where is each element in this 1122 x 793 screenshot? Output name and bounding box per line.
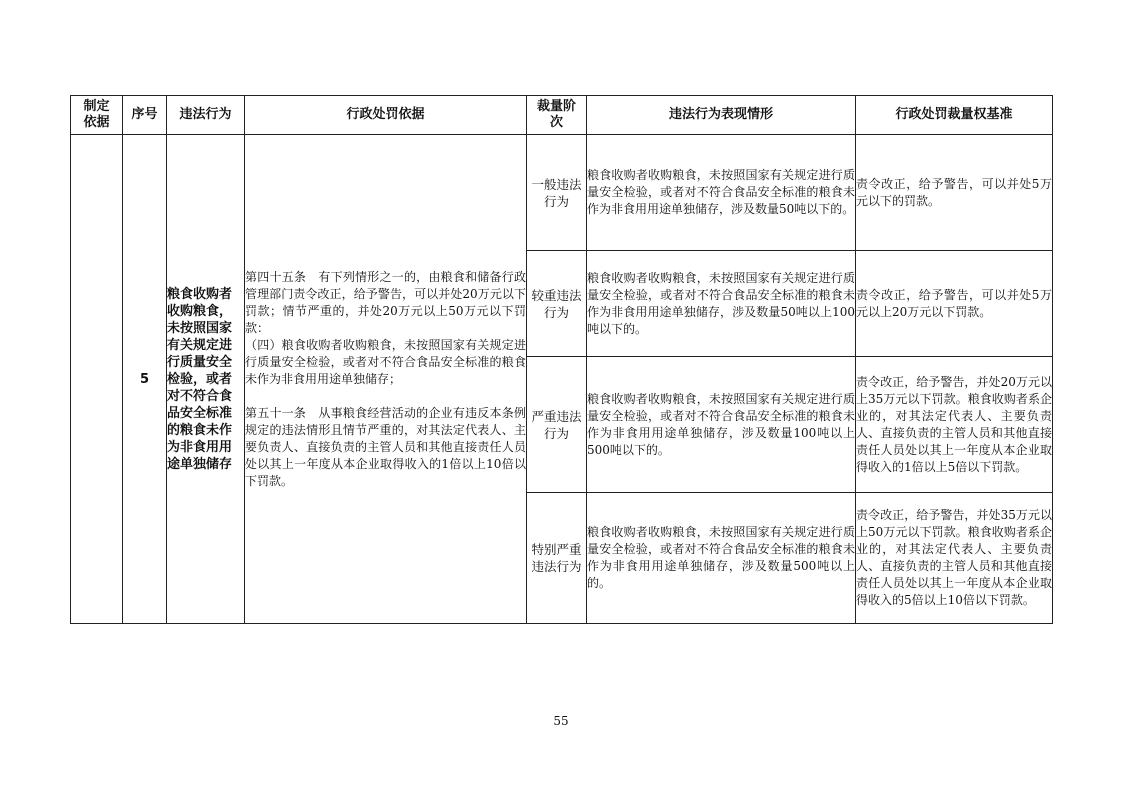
serial-number: 5	[123, 135, 167, 624]
penalty-discretion-table	[70, 95, 1053, 624]
situation-general: 粮食收购者收购粮食，未按照国家有关规定进行质量安全检验，或者对不符合食品安全标准的粮食未作为非食用用途单独储存，涉及数量50吨以下的。	[587, 135, 856, 251]
standard-especially-severe: 责令改正，给予警告，并处35万元以上50万元以下罚款。粮食收购者系企业的，对其法定代表人、主要负责人、直接负责的主管人员和其他直接责任人员处以其上一年度从本企业取得收入的5倍以上10倍以下罚款。	[856, 493, 1053, 624]
level-general: 一般违法行为	[527, 135, 587, 251]
violation-act: 粮食收购者收购粮食，未按照国家有关规定进行质量安全检验，或者对不符合食品安全标准的粮食未作为非食用用途单独储存	[167, 135, 245, 624]
header-basis: 制定依据	[71, 96, 123, 135]
header-situation: 违法行为表现情形	[587, 96, 856, 135]
legal-basis-cell	[245, 135, 527, 624]
situation-especially-severe: 粮食收购者收购粮食，未按照国家有关规定进行质量安全检验，或者对不符合食品安全标准的粮食未作为非食用用途单独储存，涉及数量500吨以上的。	[587, 493, 856, 624]
standard-serious: 责令改正，给予警告，可以并处5万元以上20万元以下罚款。	[856, 251, 1053, 357]
level-severe: 严重违法行为	[527, 357, 587, 493]
legal-article-45-item-4: （四）粮食收购者收购粮食，未按照国家有关规定进行质量安全检验，或者对不符合食品安全标准的粮食未作为非食用用途单独储存；	[245, 337, 526, 386]
legal-article-51: 第五十一条 从事粮食经营活动的企业有违反本条例规定的违法情形且情节严重的，对其法定代表人、主要负责人、直接负责的主管人员和其他直接责任人员处以其上一年度从本企业取得收入的1倍以上10倍以下罚款。	[245, 405, 526, 488]
situation-serious: 粮食收购者收购粮食，未按照国家有关规定进行质量安全检验，或者对不符合食品安全标准的粮食未作为非食用用途单独储存，涉及数量50吨以上100吨以下的。	[587, 251, 856, 357]
table-header-row	[71, 96, 1053, 135]
header-serial: 序号	[123, 96, 167, 135]
situation-severe: 粮食收购者收购粮食，未按照国家有关规定进行质量安全检验，或者对不符合食品安全标准的粮食未作为非食用用途单独储存，涉及数量100吨以上500吨以下的。	[587, 357, 856, 493]
basis-cell	[71, 135, 123, 624]
header-standard: 行政处罚裁量权基准	[856, 96, 1053, 135]
legal-article-45: 第四十五条 有下列情形之一的，由粮食和储备行政管理部门责令改正，给予警告，可以并处20万元以下罚款；情节严重的，并处20万元以上50万元以下罚款：	[245, 269, 526, 335]
page-number: 55	[553, 714, 569, 728]
level-serious: 较重违法行为	[527, 251, 587, 357]
standard-general: 责令改正，给予警告，可以并处5万元以下的罚款。	[856, 135, 1053, 251]
header-act: 违法行为	[167, 96, 245, 135]
header-level: 裁量阶次	[527, 96, 587, 135]
table-row	[71, 135, 1053, 251]
level-especially-severe: 特别严重违法行为	[527, 493, 587, 624]
header-legal-basis: 行政处罚依据	[245, 96, 527, 135]
standard-severe: 责令改正，给予警告，并处20万元以上35万元以下罚款。粮食收购者系企业的，对其法定代表人、主要负责人、直接负责的主管人员和其他直接责任人员处以其上一年度从本企业取得收入的1倍以上5倍以下罚款。	[856, 357, 1053, 493]
